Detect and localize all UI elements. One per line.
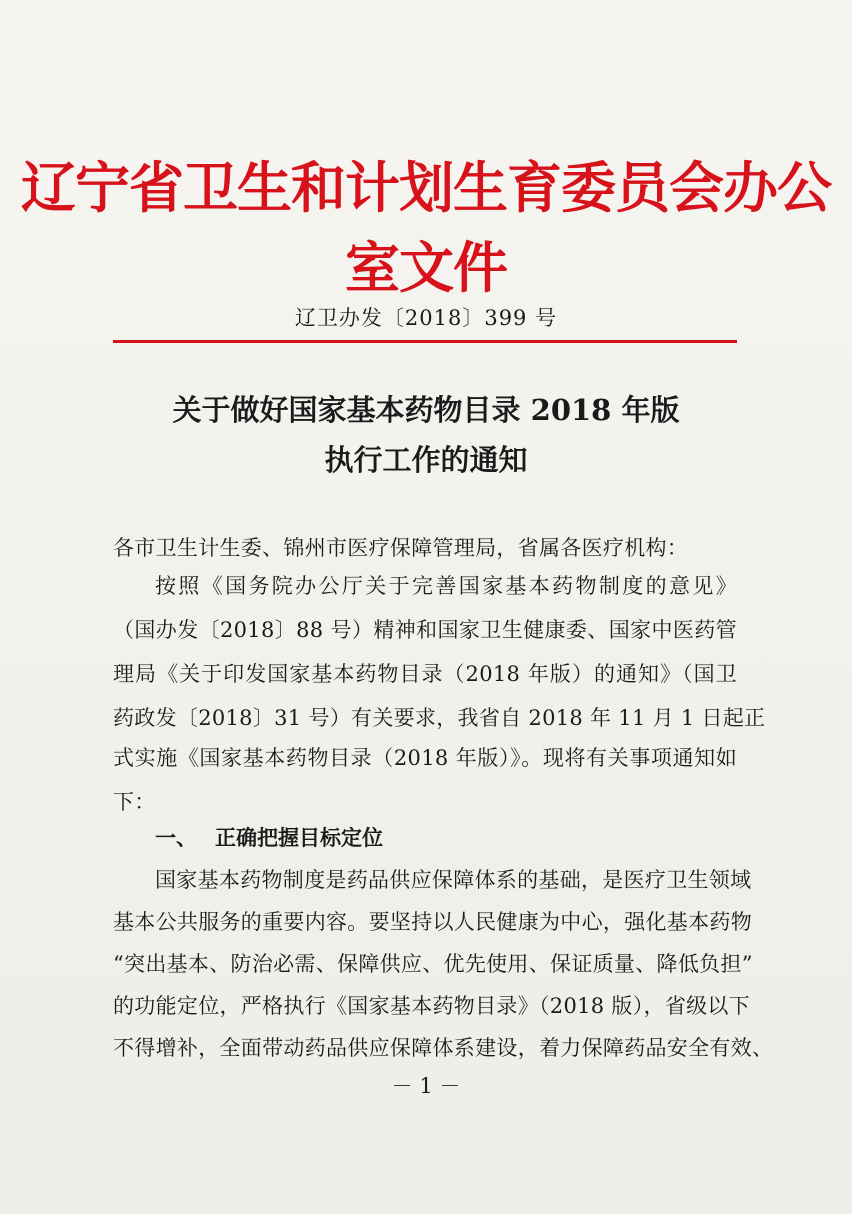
body-line: 国家基本药物制度是药品供应保障体系的基础，是医疗卫生领域 bbox=[155, 868, 752, 892]
body-line: “突出基本、防治必需、保障供应、优先使用、保证质量、降低负担” bbox=[113, 952, 753, 976]
notice-title-line-1: 关于做好国家基本药物目录 2018 年版 bbox=[172, 393, 680, 427]
body-line: 下： bbox=[113, 790, 156, 814]
body-line: 基本公共服务的重要内容。要坚持以人民健康为中心，强化基本药物 bbox=[113, 910, 752, 934]
section-number: 一、 bbox=[155, 825, 197, 850]
body-line: 理局《关于印发国家基本药物目录（2018 年版）的通知》（国卫 bbox=[113, 662, 737, 686]
section-title: 正确把握目标定位 bbox=[215, 825, 383, 850]
red-separator-line bbox=[113, 340, 737, 343]
body-line: 的功能定位，严格执行《国家基本药物目录》（2018 版），省级以下 bbox=[113, 994, 751, 1018]
notice-title-line-2: 执行工作的通知 bbox=[324, 443, 528, 477]
addressee-line: 各市卫生计生委、锦州市医疗保障管理局，省属各医疗机构： bbox=[113, 536, 689, 560]
issuer-title: 辽宁省卫生和计划生育委员会办公室文件 bbox=[20, 155, 831, 300]
body-line: 式实施《国家基本药物目录（2018 年版）》。现将有关事项通知如 bbox=[113, 746, 737, 770]
document-number: 辽卫办发〔2018〕399 号 bbox=[294, 306, 558, 330]
body-line: 不得增补，全面带动药品供应保障体系建设，着力保障药品安全有效、 bbox=[113, 1036, 774, 1060]
body-line: （国办发〔2018〕88 号）精神和国家卫生健康委、国家中医药管 bbox=[113, 618, 737, 642]
body-line: 按照《国务院办公厅关于完善国家基本药物制度的意见》 bbox=[155, 574, 737, 598]
body-line: 药政发〔2018〕31 号）有关要求，我省自 2018 年 11 月 1 日起正 bbox=[113, 706, 766, 730]
section-heading bbox=[155, 820, 383, 856]
page-number: － 1 － bbox=[391, 1074, 461, 1098]
